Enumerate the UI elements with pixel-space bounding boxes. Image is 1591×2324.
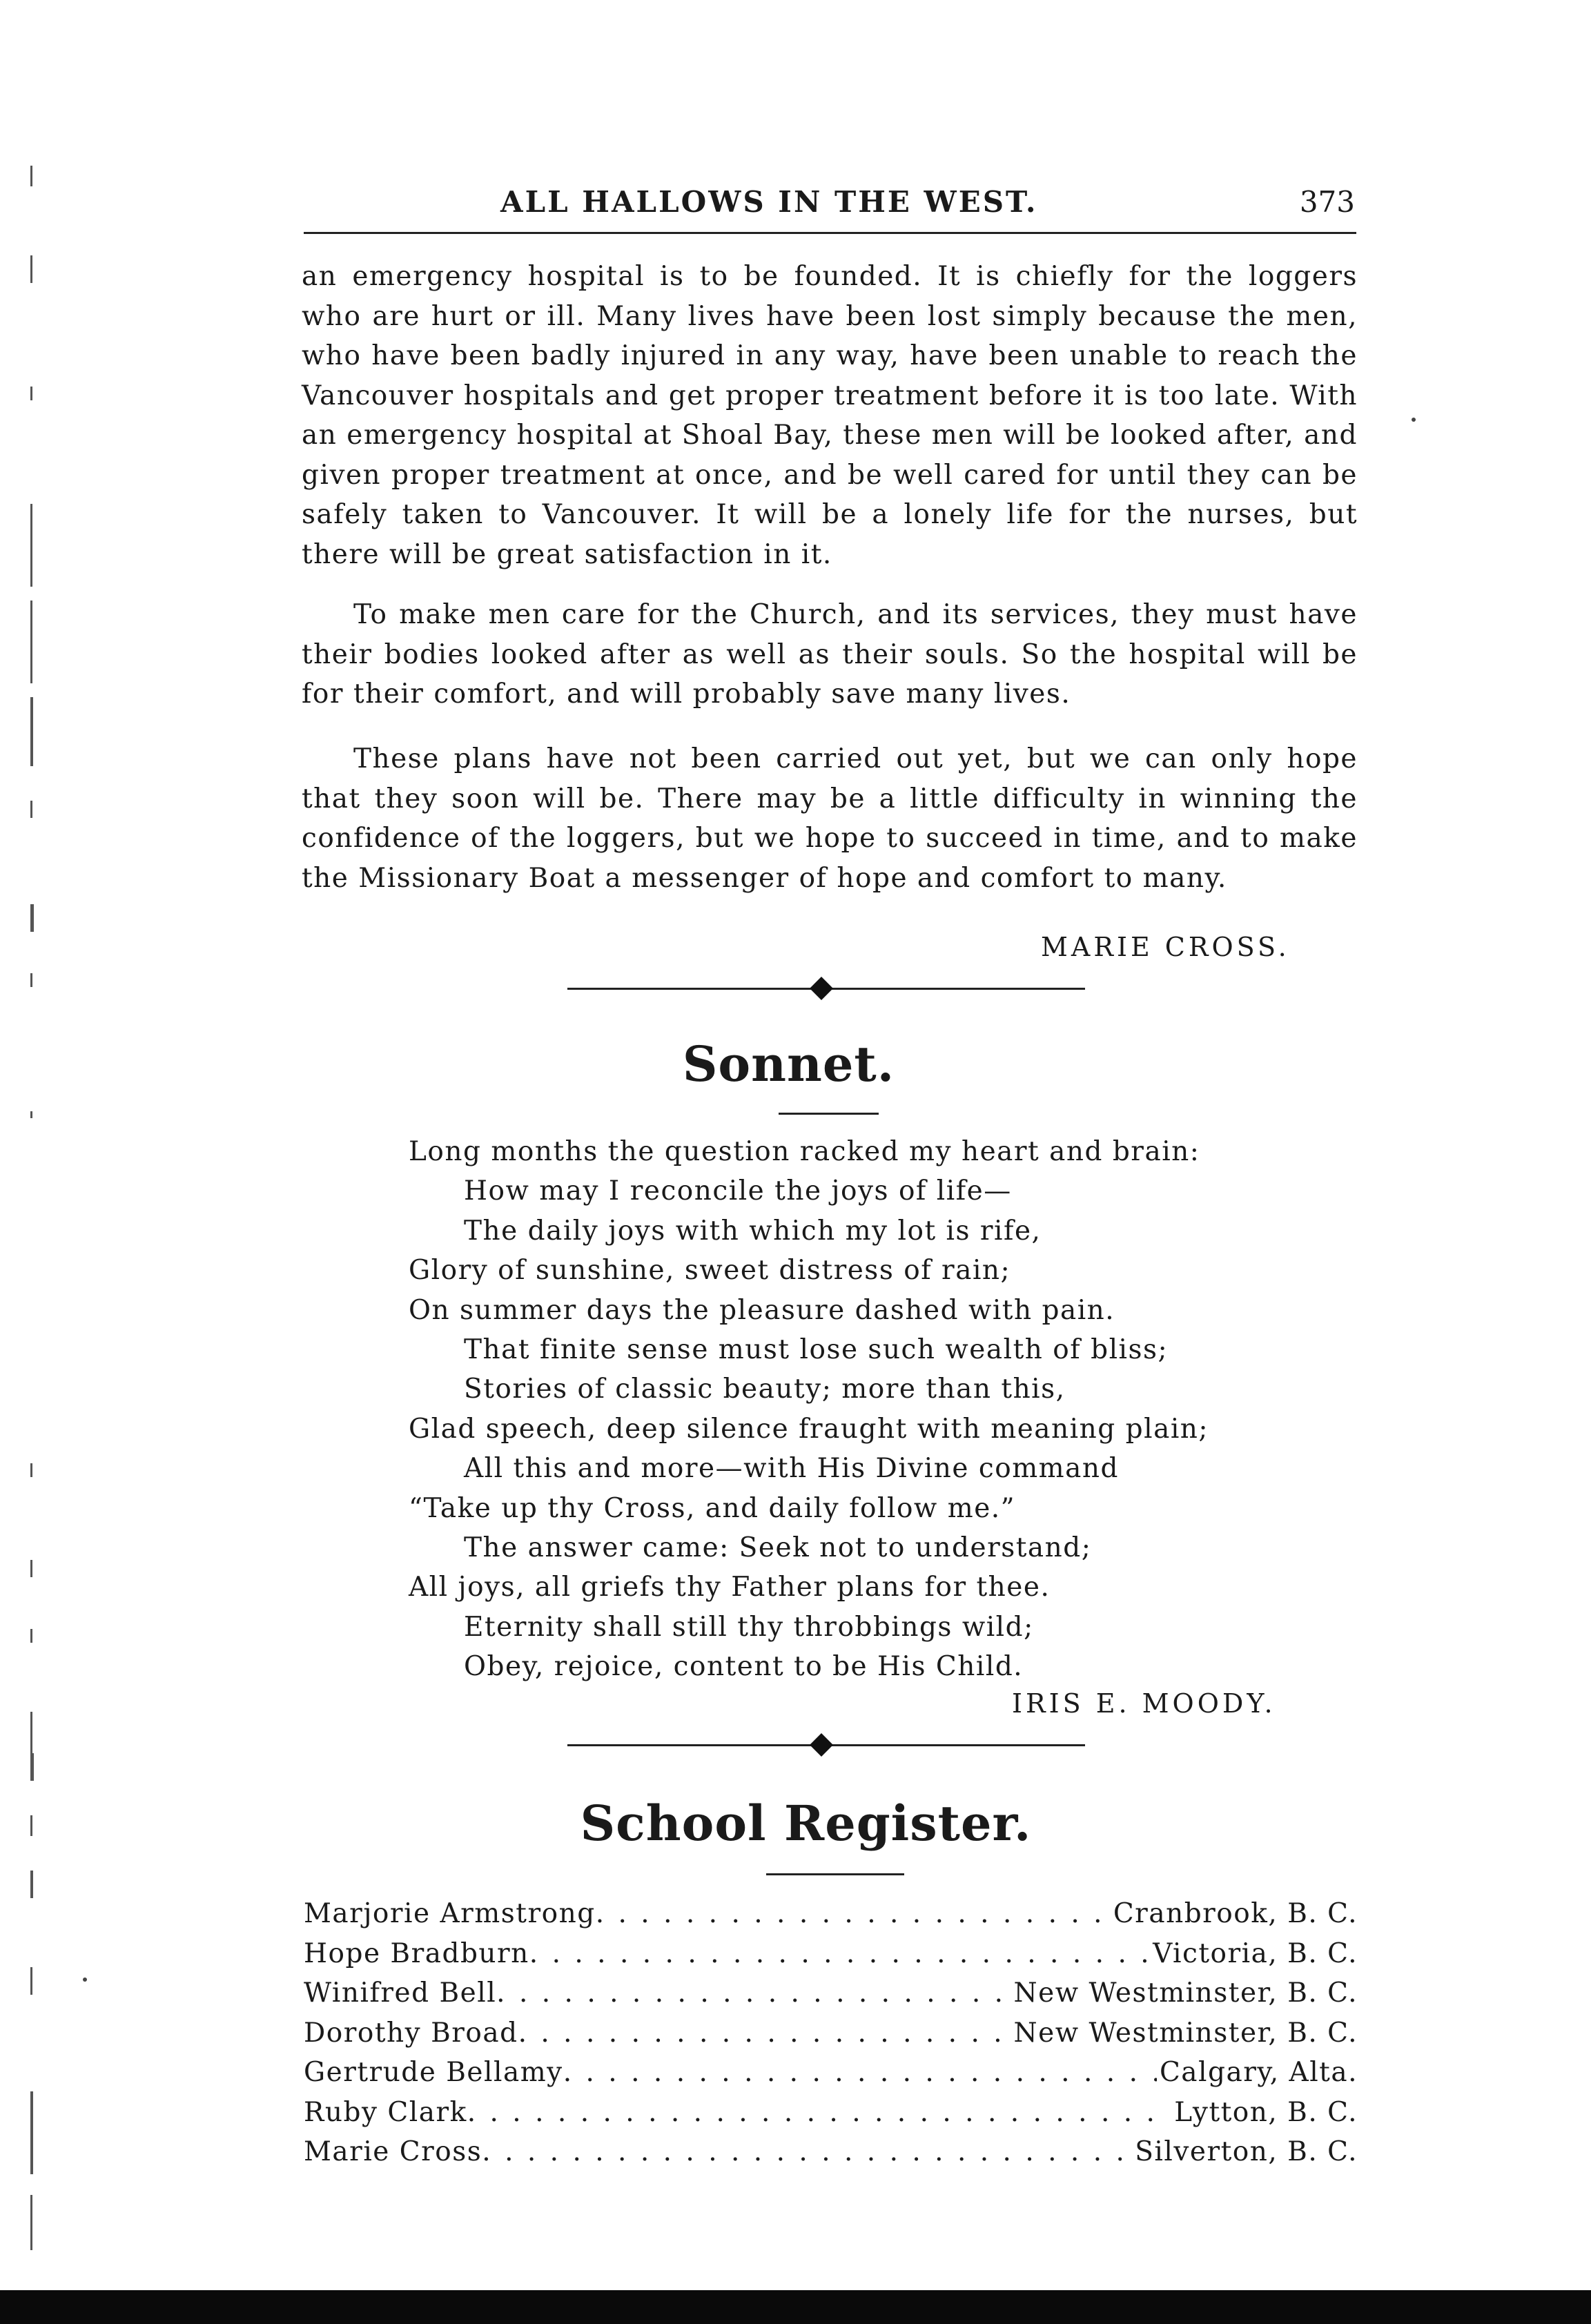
scan-bottom-border (0, 2290, 1591, 2324)
student-name: Winifred Bell (304, 1978, 497, 2009)
dot-leader (596, 1894, 1111, 1934)
dot-leader (529, 1934, 1150, 1974)
student-hometown: Cranbrook, B. C. (1113, 1898, 1358, 1929)
student-name: Gertrude Bellamy (304, 2057, 563, 2088)
title-underline (779, 1113, 879, 1115)
verse-line: The daily joys with which my lot is rife, (464, 1215, 1042, 1247)
verse-line: Long months the question racked my heart and brain: (409, 1136, 1200, 1167)
article-paragraph (302, 595, 1358, 714)
stray-dot (83, 1978, 87, 1982)
stray-dot (1412, 418, 1416, 422)
running-title: ALL HALLOWS IN THE WEST. (500, 185, 1038, 219)
verse-line: All joys, all griefs thy Father plans for thee. (409, 1572, 1051, 1603)
dot-leader (482, 2132, 1132, 2172)
verse-line: On summer days the pleasure dashed with pain. (409, 1294, 1115, 1326)
paragraph-text: To make men care for the Church, and its services, they must have their bodies looked after as well as their souls. So the hospital will be for their comfort, and will probably save many lives. (302, 599, 1358, 710)
student-hometown: Silverton, B. C. (1135, 2136, 1358, 2167)
diamond-ornament-icon (810, 977, 833, 1000)
register-entry (304, 2053, 1358, 2093)
article-paragraph (302, 257, 1358, 574)
school-register-list (304, 1894, 1358, 2172)
article-signature: MARIE CROSS. (1041, 932, 1290, 962)
verse-line: “Take up thy Cross, and daily follow me.” (409, 1492, 1016, 1524)
page-number: 373 (1299, 185, 1355, 219)
diamond-ornament-icon (810, 1733, 833, 1757)
dot-leader (496, 1973, 1011, 2013)
student-name: Dorothy Broad (304, 2017, 518, 2049)
title-underline (766, 1873, 904, 1875)
paragraph-text: These plans have not been carried out yet, but we can only hope that they soon will be. There may be a little difficulty in winning the confidence of the loggers, but we hope to succeed in time, and to make the Missionary Boat a messenger of hope and comfort to many. (302, 743, 1358, 894)
student-hometown: New Westminster, B. C. (1013, 2017, 1358, 2049)
running-header (304, 178, 1356, 234)
register-entry (304, 2132, 1358, 2172)
student-hometown: Victoria, B. C. (1153, 1937, 1358, 1969)
register-entry (304, 2093, 1358, 2133)
dot-leader (563, 2053, 1157, 2093)
verse-line: Stories of classic beauty; more than this, (464, 1374, 1066, 1405)
sonnet-signature: IRIS E. MOODY. (1012, 1688, 1276, 1719)
student-name: Hope Bradburn (304, 1937, 529, 1969)
student-hometown: Lytton, B. C. (1174, 2096, 1358, 2128)
student-hometown: New Westminster, B. C. (1013, 1978, 1358, 2009)
sonnet-title: Sonnet. (682, 1035, 895, 1093)
scan-margin-marks (21, 159, 48, 2160)
student-name: Ruby Clark (304, 2096, 467, 2128)
verse-line: How may I reconcile the joys of life— (464, 1175, 1012, 1207)
article-paragraph (302, 739, 1358, 898)
verse-line: Glory of sunshine, sweet distress of rain; (409, 1255, 1011, 1287)
student-hometown: Calgary, Alta. (1159, 2057, 1358, 2088)
dot-leader (518, 2013, 1011, 2053)
verse-line: Glad speech, deep silence fraught with meaning plain; (409, 1413, 1209, 1445)
student-name: Marjorie Armstrong (304, 1898, 596, 1929)
student-name: Marie Cross (304, 2136, 482, 2167)
verse-line: That finite sense must lose such wealth of bliss; (464, 1334, 1169, 1366)
register-entry (304, 2013, 1358, 2053)
verse-line: Eternity shall still thy throbbings wild; (464, 1611, 1034, 1643)
paragraph-text: an emergency hospital is to be founded. It is chiefly for the loggers who are hurt or ill. Many lives have been lost simply because the men, who have been badly injured in any way, have been unable to reach the Vancouver hospitals and get proper treatment before it is too late. With an emergency hospital at Shoal Bay, these men will be looked after, and given proper treatment at once, and be well cared for until they can be safely taken to Vancouver. It will be a lonely life for the nurses, but there will be great satisfaction in it. (302, 261, 1358, 570)
register-entry (304, 1894, 1358, 1934)
register-title: School Register. (580, 1795, 1032, 1852)
dot-leader (467, 2093, 1171, 2133)
verse-line: All this and more—with His Divine command (464, 1453, 1119, 1485)
register-entry (304, 1973, 1358, 2013)
verse-line: Obey, rejoice, content to be His Child. (464, 1651, 1024, 1683)
sonnet-body (409, 1132, 1209, 1687)
section-divider (567, 975, 1085, 1002)
register-entry (304, 1934, 1358, 1974)
section-divider (567, 1731, 1085, 1759)
verse-line: The answer came: Seek not to understand; (464, 1532, 1092, 1564)
